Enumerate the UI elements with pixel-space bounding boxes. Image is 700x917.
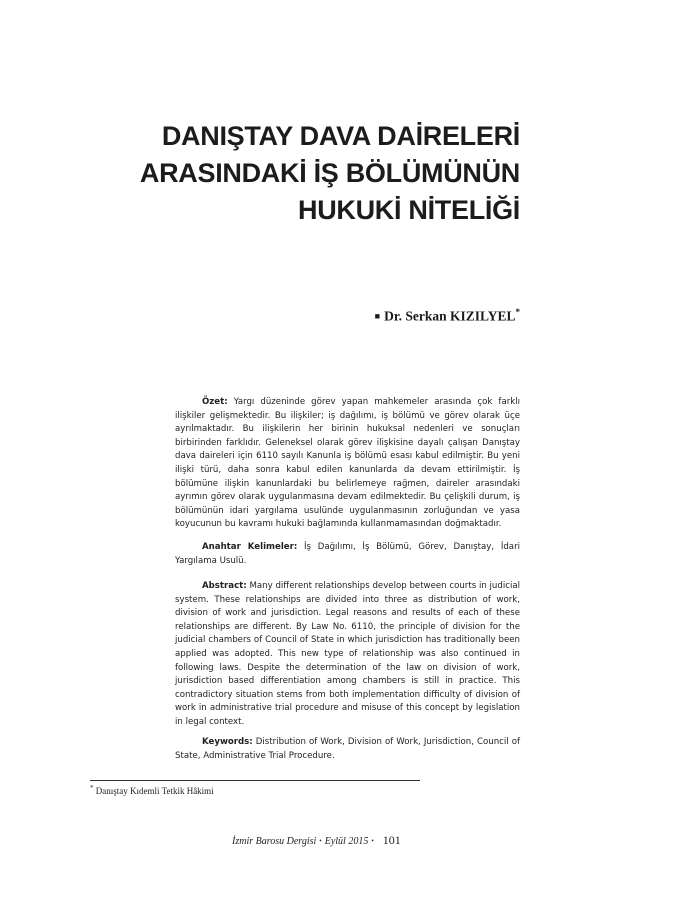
ozet-label: Özet: <box>202 397 228 407</box>
footer-separator-1: • <box>319 837 322 845</box>
footnote-divider <box>90 780 420 781</box>
title-line-3: HUKUKİ NİTELİĞİ <box>298 195 520 225</box>
title-line-2: ARASINDAKİ İŞ BÖLÜMÜNÜN <box>139 158 520 188</box>
ozet-text: Yargı düzeninde görev yapan mahkemeler arasında çok farklı ilişkiler gelişmektedir. Bu ilişkiler; iş dağılımı, iş bölümü ve görev olarak üçe ayrılmaktadır. Bu ilişkilerin her birinin hukuksal nedenleri ve sonuçları birbirinden farklıdır. Geleneksel olarak görev ilişkisine dayalı çalışan Danıştay dava daireleri için 6110 sayılı Kanunla iş bölümü esası kabul edilmiştir. Bu yeni ilişki türü, daha sonra kabul edilen kanunlarda da devam ettirilmiştir. İş bölümüne ilişkin kanunlardaki bu belirlemeye rağmen, daireler arasındaki ayrımın görev olarak uygulanmasına devam edilmektedir. Bu çelişkili durum, iş bölümünün idari yargılama usulünde uygulanmasının zorluğundan ve yasa koyucunun bu kavramı hukuki bağlamında kullanmamasından doğmaktadır. <box>175 397 520 530</box>
abstract-label: Abstract: <box>202 581 247 591</box>
abstract-text: Many different relationships develop between courts in judicial system. These relationships are divided into three as distribution of work, division of work and jurisdiction. Legal reasons and results of each of these relationships are different. By Law No. 6110, the principle of division for the judicial chambers of Council of State in which jurisdiction has traditionally been applied was adopted. This new type of relationship was also continued in following laws. Despite the determination of the law on division of work, jurisdiction based differentiation among chambers is still in practice. This contradictory situation stems from both implementation difficulty of division of work in administrative trial procedure and misuse of this concept by legislation in legal context. <box>175 581 520 727</box>
author-bullet-icon: ■ <box>374 310 381 321</box>
keywords-label: Keywords: <box>202 737 253 747</box>
title-line-1: DANIŞTAY DAVA DAİRELERİ <box>161 121 520 151</box>
turkish-abstract <box>175 396 520 532</box>
anahtar-label: Anahtar Kelimeler: <box>202 542 298 552</box>
turkish-keywords <box>175 541 520 568</box>
author-line <box>375 307 520 325</box>
page-footer <box>232 833 401 848</box>
english-abstract <box>175 580 520 730</box>
author-footnote-mark: * <box>515 307 520 317</box>
footnote <box>90 784 214 796</box>
author-name: Dr. Serkan KIZILYEL <box>384 308 516 324</box>
footnote-mark: * <box>90 784 94 792</box>
footer-date: Eylül 2015 <box>324 836 369 847</box>
footer-journal: İzmir Barosu Dergisi <box>232 836 317 847</box>
page-number: 101 <box>382 833 401 847</box>
footer-separator-2: • <box>371 837 374 845</box>
footnote-text: Danıştay Kıdemli Tetkik Hâkimi <box>95 786 214 796</box>
anahtar-text: İş Dağılımı, İş Bölümü, Görev, Danıştay, İdari Yargılama Usulü. <box>175 542 520 566</box>
article-title <box>60 118 520 229</box>
keywords-text: Distribution of Work, Division of Work, Jurisdiction, Council of State, Administrative Trial Procedure. <box>175 737 521 761</box>
english-keywords <box>175 736 520 763</box>
